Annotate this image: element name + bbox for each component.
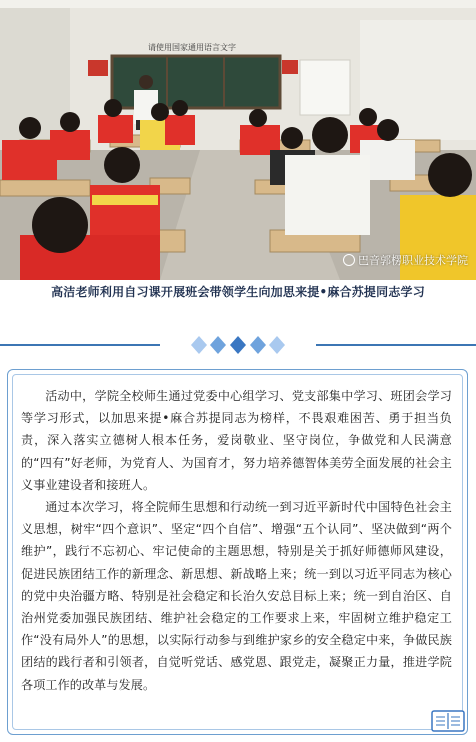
divider-dot — [250, 336, 266, 354]
classroom-scene — [0, 0, 476, 280]
school-logo-icon — [343, 254, 355, 266]
open-book-icon — [431, 710, 465, 732]
divider-line-right — [316, 344, 476, 346]
divider-dot — [230, 336, 246, 354]
divider-line-left — [0, 344, 160, 346]
article-paragraph-1: 活动中，学院全校师生通过党委中心组学习、党支部集中学习、班团会学习等学习形式，以加思来提•麻合苏提同志为榜样，不畏艰难困苦、勇于担当负责，深入落实立德树人根本任务，爱岗敬业、坚守岗位，争做党和人民满意的“四有”好老师，为党育人、为国育才，努力培养德智体美劳全面发展的社会主义事业建设者和接班人。 — [21, 389, 452, 492]
watermark — [343, 252, 468, 268]
divider-dot — [269, 336, 285, 354]
divider-dots — [190, 335, 286, 355]
photo-caption: 高洁老师利用自习课开展班会带领学生向加思来提•麻合苏提同志学习 — [51, 285, 425, 299]
watermark-text: 巴音郭楞职业技术学院 — [358, 254, 468, 267]
divider-dot — [210, 336, 226, 354]
article-frame — [7, 369, 468, 735]
divider-dot — [191, 336, 207, 354]
blackboard-banner: 请使用国家通用语言文字 — [148, 43, 236, 52]
classroom-photo — [0, 0, 476, 280]
article-paragraph-2: 通过本次学习，将全院师生思想和行动统一到习近平新时代中国特色社会主义思想，树牢“四个意识”、坚定“四个自信”、增强“五个认同”、坚决做到“两个维护”，践行不忘初心、牢记使命的主题思想，特别是关于抓好师德师风建设，促进民族团结工作的新理念、新思想、新战略上来；统一到以习近平同志为核心的党中央治疆方略、特别是社会稳定和长治久安总目标上来；统一到自治区、自治州党委加强民族团结、维护社会稳定的工作要求上来，牢固树立维护稳定工作“没有局外人”的思想，以实际行动参与到维护家乡的安全稳定中来，争做民族团结的践行者和引领者，自觉听党话、感党恩、跟党走，凝聚正力量，推进学院各项工作的改革与发展。 — [21, 500, 452, 692]
article-inner-frame — [12, 374, 463, 730]
